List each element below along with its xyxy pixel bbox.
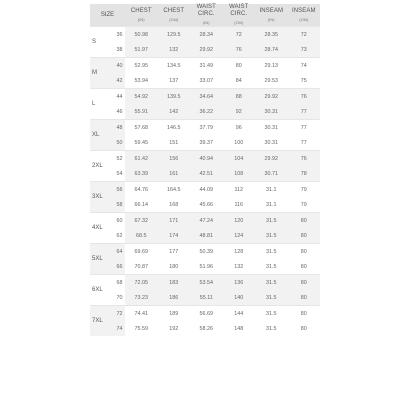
cell-inseam-in: 28.74 [255, 42, 288, 58]
cell-chest-in: 69.69 [125, 244, 158, 260]
size-chart [90, 4, 320, 336]
size-number: 44 [114, 89, 125, 105]
cell-inseam-in: 31.5 [255, 259, 288, 275]
cell-chest-cm: 146.5 [158, 120, 191, 136]
cell-waist-in: 48.81 [190, 228, 223, 244]
cell-inseam-in: 30.71 [255, 166, 288, 182]
cell-waist-cm: 76 [223, 42, 256, 58]
cell-waist-cm: 100 [223, 135, 256, 151]
cell-inseam-cm: 77 [288, 120, 321, 136]
table-row [90, 321, 320, 336]
cell-waist-cm: 140 [223, 290, 256, 306]
cell-waist-cm: 92 [223, 104, 256, 120]
cell-waist-in: 51.96 [190, 259, 223, 275]
column-header-title: WAIST CIRC. [196, 4, 216, 17]
cell-inseam-cm: 80 [288, 275, 321, 291]
cell-chest-cm: 186 [158, 290, 191, 306]
size-label: 6XL [90, 275, 114, 306]
cell-waist-cm: 132 [223, 259, 256, 275]
cell-chest-in: 75.59 [125, 321, 158, 336]
cell-waist-cm: 136 [223, 275, 256, 291]
cell-waist-cm: 128 [223, 244, 256, 260]
size-number: 72 [114, 306, 125, 322]
cell-chest-cm: 134.5 [158, 58, 191, 74]
column-header-unit: (IN) [202, 20, 210, 25]
cell-inseam-cm: 75 [288, 73, 321, 89]
cell-chest-cm: 139.5 [158, 89, 191, 105]
cell-inseam-in: 31.5 [255, 290, 288, 306]
table-row [90, 244, 320, 260]
column-header-waist-cm [223, 4, 256, 27]
table-row [90, 275, 320, 291]
cell-chest-in: 73.23 [125, 290, 158, 306]
cell-inseam-cm: 80 [288, 290, 321, 306]
size-group-3xl [90, 182, 320, 213]
cell-chest-cm: 177 [158, 244, 191, 260]
cell-inseam-cm: 80 [288, 306, 321, 322]
cell-waist-cm: 88 [223, 89, 256, 105]
cell-waist-in: 45.66 [190, 197, 223, 213]
cell-chest-cm: 171 [158, 213, 191, 229]
cell-inseam-in: 31.5 [255, 275, 288, 291]
cell-inseam-cm: 80 [288, 228, 321, 244]
cell-waist-cm: 84 [223, 73, 256, 89]
cell-waist-in: 39.37 [190, 135, 223, 151]
column-header-title: WAIST CIRC. [229, 4, 249, 17]
cell-chest-cm: 161 [158, 166, 191, 182]
table-row [90, 27, 320, 43]
column-header-inseam-in [255, 4, 288, 27]
table-row [90, 120, 320, 136]
cell-inseam-cm: 77 [288, 135, 321, 151]
cell-chest-in: 66.14 [125, 197, 158, 213]
table-row [90, 290, 320, 306]
cell-waist-in: 34.64 [190, 89, 223, 105]
cell-waist-cm: 144 [223, 306, 256, 322]
cell-chest-in: 59.45 [125, 135, 158, 151]
size-number: 56 [114, 182, 125, 198]
size-number: 62 [114, 228, 125, 244]
column-header-inseam-cm [288, 4, 321, 27]
cell-chest-in: 52.95 [125, 58, 158, 74]
table-row [90, 135, 320, 151]
cell-chest-in: 72.05 [125, 275, 158, 291]
size-number: 36 [114, 27, 125, 43]
cell-waist-in: 36.22 [190, 104, 223, 120]
cell-inseam-cm: 72 [288, 27, 321, 43]
cell-waist-in: 47.24 [190, 213, 223, 229]
cell-chest-in: 61.42 [125, 151, 158, 167]
cell-waist-in: 40.94 [190, 151, 223, 167]
cell-inseam-cm: 80 [288, 259, 321, 275]
column-header-chest-cm [158, 4, 191, 27]
size-label: 3XL [90, 182, 114, 213]
cell-waist-in: 55.11 [190, 290, 223, 306]
size-number: 40 [114, 58, 125, 74]
column-header-title: CHEST [163, 7, 185, 14]
cell-inseam-cm: 80 [288, 244, 321, 260]
size-label: 4XL [90, 213, 114, 244]
cell-inseam-in: 30.31 [255, 104, 288, 120]
cell-chest-in: 55.91 [125, 104, 158, 120]
cell-chest-in: 51.97 [125, 42, 158, 58]
size-number: 54 [114, 166, 125, 182]
size-number: 74 [114, 321, 125, 336]
cell-inseam-cm: 78 [288, 166, 321, 182]
cell-inseam-cm: 80 [288, 321, 321, 336]
cell-waist-in: 44.09 [190, 182, 223, 198]
table-row [90, 42, 320, 58]
column-header-unit: (CM) [169, 16, 179, 22]
cell-waist-in: 53.54 [190, 275, 223, 291]
column-header-waist-in [190, 4, 223, 27]
cell-waist-in: 50.39 [190, 244, 223, 260]
table-row [90, 228, 320, 244]
table-row [90, 104, 320, 120]
cell-waist-cm: 72 [223, 27, 256, 43]
cell-chest-in: 68.5 [125, 228, 158, 244]
column-header-unit: (CM) [299, 16, 309, 22]
cell-chest-in: 50.98 [125, 27, 158, 43]
column-header-unit: (CM) [234, 20, 244, 25]
cell-chest-cm: 164.5 [158, 182, 191, 198]
cell-inseam-in: 30.31 [255, 120, 288, 136]
cell-waist-in: 37.79 [190, 120, 223, 136]
cell-inseam-in: 31.5 [255, 244, 288, 260]
column-header-size: SIZE [90, 4, 125, 27]
cell-inseam-in: 29.92 [255, 89, 288, 105]
header-row [90, 4, 320, 27]
cell-chest-cm: 129.5 [158, 27, 191, 43]
size-label: S [90, 27, 114, 58]
cell-chest-cm: 189 [158, 306, 191, 322]
size-chart-table [90, 4, 320, 336]
cell-waist-cm: 124 [223, 228, 256, 244]
cell-chest-cm: 142 [158, 104, 191, 120]
cell-waist-in: 56.69 [190, 306, 223, 322]
cell-inseam-in: 31.1 [255, 182, 288, 198]
size-group-5xl [90, 244, 320, 275]
cell-chest-cm: 132 [158, 42, 191, 58]
size-number: 70 [114, 290, 125, 306]
size-label: 7XL [90, 306, 114, 337]
cell-inseam-cm: 73 [288, 42, 321, 58]
cell-waist-cm: 80 [223, 58, 256, 74]
cell-inseam-cm: 80 [288, 213, 321, 229]
cell-waist-cm: 120 [223, 213, 256, 229]
cell-waist-in: 29.92 [190, 42, 223, 58]
size-group-6xl [90, 275, 320, 306]
cell-inseam-in: 31.5 [255, 321, 288, 336]
table-row [90, 259, 320, 275]
size-number: 58 [114, 197, 125, 213]
cell-waist-in: 31.49 [190, 58, 223, 74]
cell-inseam-cm: 79 [288, 182, 321, 198]
cell-chest-cm: 174 [158, 228, 191, 244]
size-number: 38 [114, 42, 125, 58]
size-number: 48 [114, 120, 125, 136]
size-number: 42 [114, 73, 125, 89]
size-number: 64 [114, 244, 125, 260]
cell-inseam-cm: 74 [288, 58, 321, 74]
size-group-7xl [90, 306, 320, 337]
cell-inseam-in: 31.5 [255, 306, 288, 322]
cell-chest-in: 70.87 [125, 259, 158, 275]
cell-inseam-cm: 79 [288, 197, 321, 213]
table-row [90, 73, 320, 89]
cell-waist-in: 33.07 [190, 73, 223, 89]
cell-inseam-in: 31.5 [255, 213, 288, 229]
cell-inseam-in: 29.92 [255, 151, 288, 167]
cell-chest-cm: 180 [158, 259, 191, 275]
column-header-chest-in [125, 4, 158, 27]
column-header-unit: (IN) [137, 16, 145, 22]
size-number: 66 [114, 259, 125, 275]
column-header-unit: (IN) [267, 16, 275, 22]
cell-chest-cm: 192 [158, 321, 191, 336]
cell-inseam-in: 28.35 [255, 27, 288, 43]
size-number: 60 [114, 213, 125, 229]
cell-waist-cm: 104 [223, 151, 256, 167]
cell-chest-in: 74.41 [125, 306, 158, 322]
cell-waist-cm: 112 [223, 182, 256, 198]
cell-waist-cm: 108 [223, 166, 256, 182]
table-row [90, 182, 320, 198]
cell-chest-in: 63.39 [125, 166, 158, 182]
size-group-m [90, 58, 320, 89]
size-number: 52 [114, 151, 125, 167]
cell-chest-cm: 156 [158, 151, 191, 167]
size-label: 5XL [90, 244, 114, 275]
cell-inseam-in: 31.5 [255, 228, 288, 244]
cell-chest-in: 67.32 [125, 213, 158, 229]
cell-chest-cm: 137 [158, 73, 191, 89]
cell-waist-cm: 96 [223, 120, 256, 136]
cell-chest-in: 57.68 [125, 120, 158, 136]
cell-inseam-cm: 76 [288, 89, 321, 105]
table-row [90, 197, 320, 213]
table-row [90, 58, 320, 74]
column-header-title: INSEAM [291, 7, 316, 14]
table-row [90, 213, 320, 229]
cell-inseam-in: 29.13 [255, 58, 288, 74]
cell-waist-cm: 148 [223, 321, 256, 336]
size-label: XL [90, 120, 114, 151]
size-group-2xl [90, 151, 320, 182]
size-group-4xl [90, 213, 320, 244]
size-group-xl [90, 120, 320, 151]
size-number: 50 [114, 135, 125, 151]
cell-inseam-in: 31.1 [255, 197, 288, 213]
cell-waist-in: 42.51 [190, 166, 223, 182]
size-number: 68 [114, 275, 125, 291]
cell-inseam-in: 29.53 [255, 73, 288, 89]
cell-chest-in: 64.76 [125, 182, 158, 198]
table-row [90, 89, 320, 105]
size-number: 46 [114, 104, 125, 120]
table-row [90, 151, 320, 167]
cell-chest-cm: 151 [158, 135, 191, 151]
cell-chest-cm: 183 [158, 275, 191, 291]
table-row [90, 306, 320, 322]
cell-waist-cm: 116 [223, 197, 256, 213]
cell-chest-in: 54.92 [125, 89, 158, 105]
size-label: L [90, 89, 114, 120]
cell-inseam-in: 30.31 [255, 135, 288, 151]
cell-waist-in: 28.34 [190, 27, 223, 43]
cell-inseam-cm: 76 [288, 151, 321, 167]
column-header-title: INSEAM [259, 7, 284, 14]
size-label: 2XL [90, 151, 114, 182]
size-group-s [90, 27, 320, 58]
size-label: M [90, 58, 114, 89]
cell-waist-in: 58.26 [190, 321, 223, 336]
cell-inseam-cm: 77 [288, 104, 321, 120]
table-row [90, 166, 320, 182]
size-group-l [90, 89, 320, 120]
cell-chest-cm: 168 [158, 197, 191, 213]
cell-chest-in: 53.94 [125, 73, 158, 89]
column-header-title: CHEST [130, 7, 152, 14]
